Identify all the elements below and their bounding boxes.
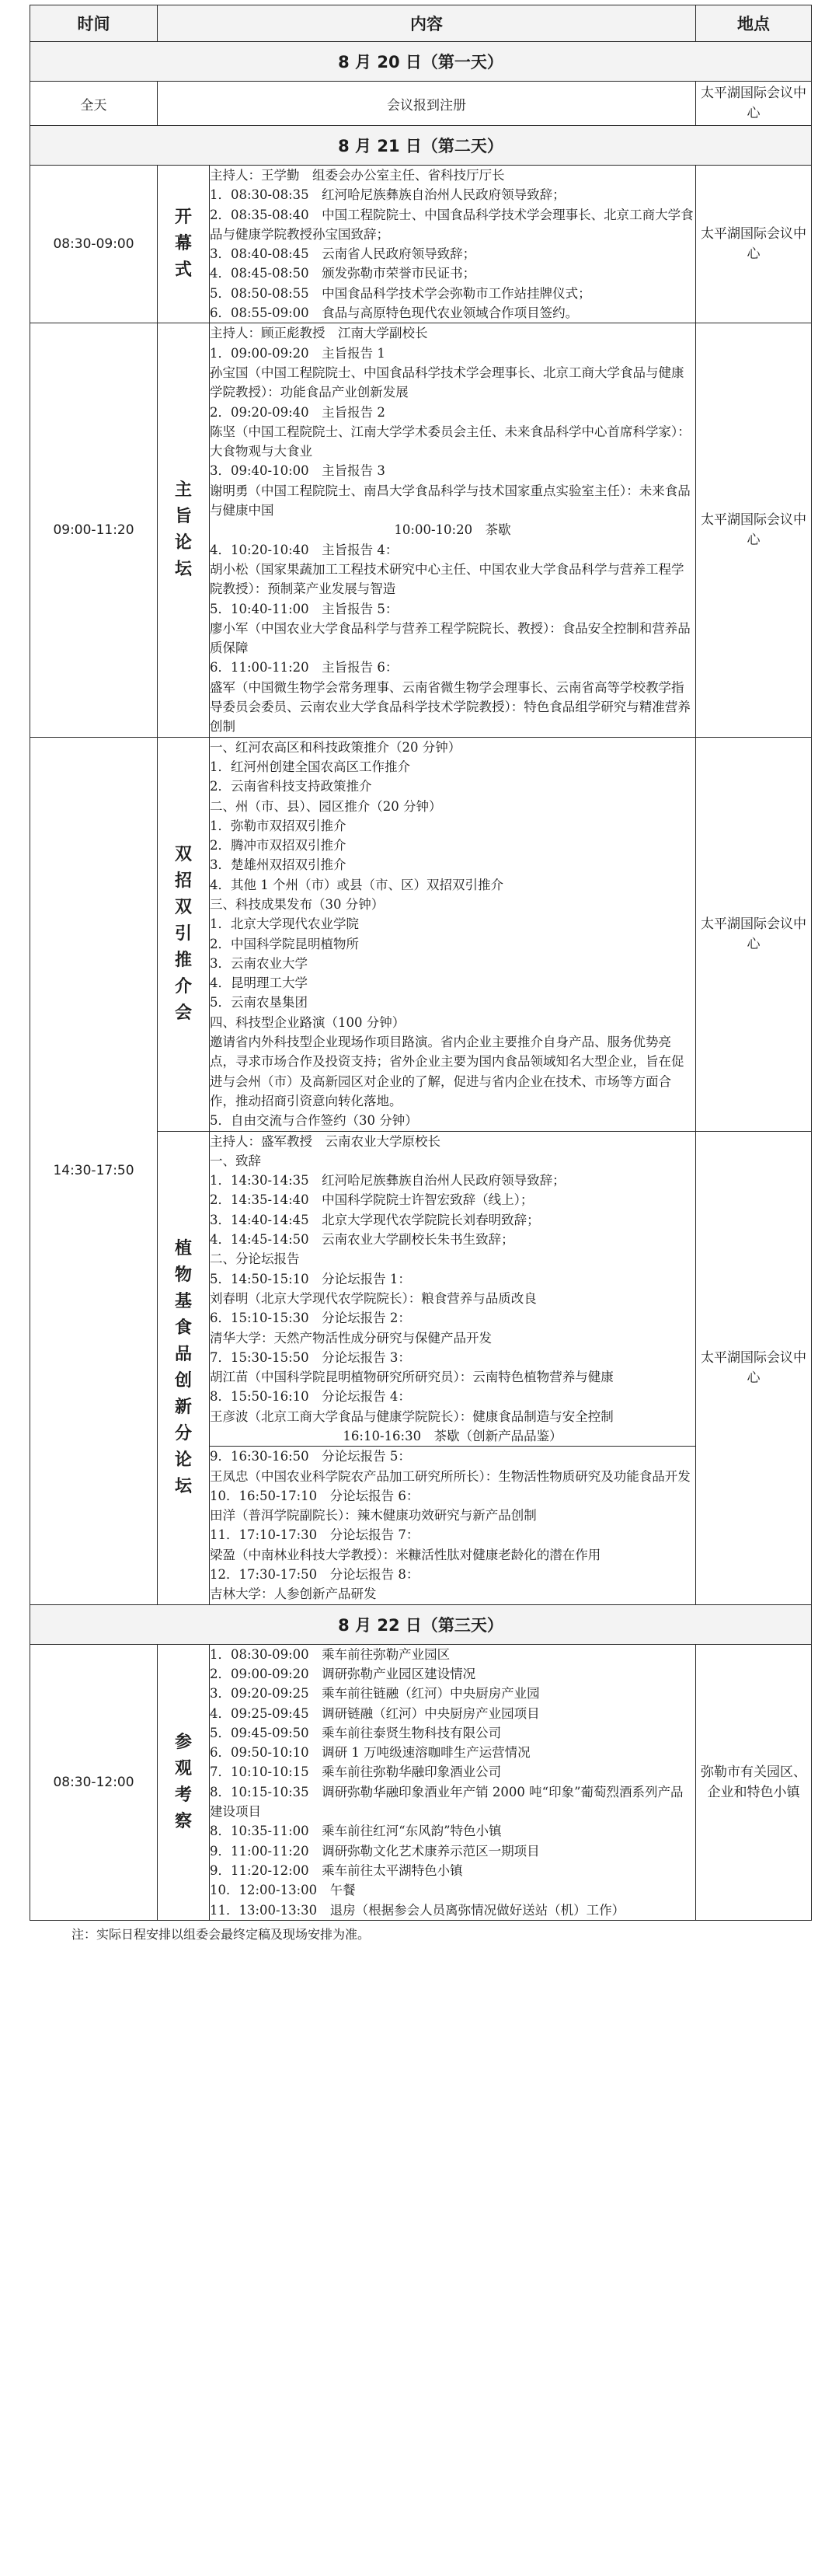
schedule-line: 4．14:45-14:50 云南农业大学副校长朱书生致辞；	[210, 1232, 514, 1248]
schedule-line: 9．11:20-12:00 乘车前往太平湖特色小镇	[210, 1862, 463, 1878]
schedule-line: 2．腾冲市双招双引推介	[210, 838, 346, 853]
day2-title: 8 月 21 日（第二天）	[30, 126, 812, 166]
schedule-line: 3．云南农业大学	[210, 955, 308, 971]
schedule-line: 16:10-16:30 茶歇（创新产品品鉴）	[343, 1429, 562, 1443]
schedule-line: 6．09:50-10:10 调研 1 万吨级速溶咖啡生产运营情况	[210, 1745, 531, 1761]
schedule-line: 田洋（普洱学院副院长）：辣木健康功效研究与新产品创制	[210, 1508, 537, 1524]
schedule-line: 2．08:35-08:40 中国工程院院士、中国食品科学技术学会理事长、北京工商大学食品与健康学院教授孙宝国致辞；	[210, 207, 694, 242]
schedule-line: 4．09:25-09:45 调研链融（红河）中央厨房产业园项目	[210, 1705, 540, 1721]
schedule-line: 一、致辞	[210, 1153, 261, 1168]
day1-time: 全天	[30, 82, 158, 126]
day-row	[30, 42, 812, 82]
schedule-line: 10:00-10:20 茶歇	[394, 522, 511, 538]
schedule-line: 3．14:40-14:45 北京大学现代农学院院长刘春明致辞；	[210, 1212, 540, 1227]
day3-title: 8 月 22 日（第三天）	[30, 1604, 812, 1644]
schedule-line: 5．云南农垦集团	[210, 995, 308, 1011]
shuangzhao-content	[210, 737, 696, 1131]
schedule-line: 10．16:50-17:10 分论坛报告 6：	[210, 1488, 420, 1503]
schedule-line: 1．09:00-09:20 主旨报告 1	[210, 345, 385, 361]
schedule-line: 孙宝国（中国工程院院士、中国食品科学技术学会理事长、北京工商大学食品与健康学院教授）：功能食品产业创新发展	[210, 365, 684, 400]
schedule-line: 梁盈（中南林业科技大学教授）：米糠活性肽对健康老龄化的潜在作用	[210, 1547, 601, 1562]
shuangzhao-row	[30, 737, 812, 1131]
schedule-line: 4．其他 1 个州（市）或县（市、区）双招双引推介	[210, 877, 503, 892]
schedule-line: 王彦波（北京工商大学食品与健康学院院长）：健康食品制造与安全控制	[210, 1408, 614, 1424]
plant-venue: 太平湖国际会议中心	[696, 1131, 812, 1604]
schedule-line: 3．09:40-10:00 主旨报告 3	[210, 463, 385, 479]
schedule-line: 3．09:20-09:25 乘车前往链融（红河）中央厨房产业园	[210, 1686, 540, 1702]
day-row	[30, 126, 812, 166]
schedule-line: 2．云南省科技支持政策推介	[210, 779, 372, 794]
schedule-line: 5．自由交流与合作签约（30 分钟）	[210, 1113, 418, 1129]
schedule-line: 王凤忠（中国农业科学院农产品加工研究所所长）：生物活性物质研究及功能食品开发	[210, 1468, 691, 1484]
plant-session-name: 植物基食品创新分论坛	[158, 1131, 210, 1604]
schedule-line: 5．09:45-09:50 乘车前往泰贤生物科技有限公司	[210, 1725, 502, 1740]
opening-session-name: 开幕式	[158, 166, 210, 323]
schedule-line: 陈坚（中国工程院院士、江南大学学术委员会主任、未来食品科学中心首席科学家）：大食物观与大食业	[210, 424, 691, 459]
schedule-line: 6．08:55-09:00 食品与高原特色现代农业领域合作项目签约。	[210, 305, 579, 321]
schedule-line: 2．14:35-14:40 中国科学院院士许智宏致辞（线上）；	[210, 1192, 534, 1208]
schedule-line: 2．09:00-09:20 调研弥勒产业园区建设情况	[210, 1666, 476, 1681]
schedule-line: 12．17:30-17:50 分论坛报告 8：	[210, 1567, 420, 1583]
schedule-line: 主持人：顾正彪教授 江南大学副校长	[210, 326, 428, 341]
keynote-time: 09:00-11:20	[30, 323, 158, 737]
schedule-line: 四、科技型企业路演（100 分钟）	[210, 1014, 406, 1030]
day1-content: 会议报到注册	[158, 82, 696, 126]
day1-venue: 太平湖国际会议中心	[696, 82, 812, 126]
schedule-line: 吉林大学：人参创新产品研发	[210, 1586, 377, 1602]
schedule-line: 4．08:45-08:50 颁发弥勒市荣誉市民证书；	[210, 266, 476, 281]
visit-time: 08:30-12:00	[30, 1644, 158, 1920]
schedule-line: 二、分论坛报告	[210, 1251, 300, 1267]
keynote-venue: 太平湖国际会议中心	[696, 323, 812, 737]
schedule-line: 谢明勇（中国工程院院士、南昌大学食品科学与技术国家重点实验室主任）：未来食品与健康中国	[210, 483, 691, 518]
schedule-document	[30, 5, 811, 1944]
schedule-line: 7．15:30-15:50 分论坛报告 3：	[210, 1349, 411, 1365]
schedule-line: 盛军（中国微生物学会常务理事、云南省微生物学会理事长、云南省高等学校教学指导委员会委员、云南农业大学食品科学技术学院教授）：特色食品组学研究与精准营养创制	[210, 679, 691, 735]
schedule-line: 3．08:40-08:45 云南省人民政府领导致辞；	[210, 246, 476, 262]
schedule-line: 1．14:30-14:35 红河哈尼族彝族自治州人民政府领导致辞；	[210, 1173, 566, 1189]
plant-content-2	[210, 1447, 696, 1604]
schedule-line: 2．09:20-09:40 主旨报告 2	[210, 404, 385, 420]
visit-row	[30, 1644, 812, 1920]
schedule-line: 清华大学：天然产物活性成分研究与保健产品开发	[210, 1330, 492, 1346]
schedule-line: 11．17:10-17:30 分论坛报告 7：	[210, 1527, 420, 1543]
footnote: 注：实际日程安排以组委会最终定稿及现场安排为准。	[71, 1926, 371, 1942]
shuangzhao-session-name: 双招双引推介会	[158, 737, 210, 1131]
schedule-line: 6．11:00-11:20 主旨报告 6：	[210, 660, 399, 675]
afternoon-time: 14:30-17:50	[30, 737, 158, 1604]
plant-content	[210, 1131, 696, 1447]
schedule-line: 1．08:30-08:35 红河哈尼族彝族自治州人民政府领导致辞；	[210, 187, 566, 203]
schedule-line: 胡江苗（中国科学院昆明植物研究所研究员）：云南特色植物营养与健康	[210, 1370, 614, 1385]
opening-content	[210, 166, 696, 323]
schedule-line: 9．16:30-16:50 分论坛报告 5：	[210, 1449, 411, 1464]
header-venue: 地点	[696, 5, 812, 42]
schedule-line: 1．08:30-09:00 乘车前往弥勒产业园区	[210, 1646, 451, 1662]
schedule-line: 7．10:10-10:15 乘车前往弥勒华融印象酒业公司	[210, 1764, 502, 1780]
schedule-table	[30, 5, 812, 1921]
schedule-line: 8．10:35-11:00 乘车前往红河“东风韵”特色小镇	[210, 1824, 502, 1839]
schedule-line: 1．红河州创建全国农高区工作推介	[210, 759, 410, 774]
schedule-line: 4．昆明理工大学	[210, 976, 308, 991]
header-content: 内容	[158, 5, 696, 42]
opening-time: 08:30-09:00	[30, 166, 158, 323]
schedule-line: 10．12:00-13:00 午餐	[210, 1883, 356, 1898]
header-row	[30, 5, 812, 42]
keynote-session-name: 主旨论坛	[158, 323, 210, 737]
schedule-line: 一、红河农高区和科技政策推介（20 分钟）	[210, 739, 461, 755]
opening-row	[30, 166, 812, 323]
schedule-line: 邀请省内外科技型企业现场作项目路演。省内企业主要推介自身产品、服务优势亮点，寻求市场合作及投资支持；省外企业主要为国内食品领域知名大型企业，旨在促进与会州（市）及高新园区对企业的了解，促进与省内企业在技术、市场等方面合作，推动招商引资意向转化落地。	[210, 1035, 684, 1108]
visit-venue: 弥勒市有关园区、企业和特色小镇	[696, 1644, 812, 1920]
day1-row	[30, 82, 812, 126]
schedule-line: 8．15:50-16:10 分论坛报告 4：	[210, 1389, 411, 1405]
schedule-line: 1．弥勒市双招双引推介	[210, 818, 346, 833]
shuangzhao-venue: 太平湖国际会议中心	[696, 737, 812, 1131]
opening-venue: 太平湖国际会议中心	[696, 166, 812, 323]
schedule-line: 8．10:15-10:35 调研弥勒华融印象酒业年产销 2000 吨“印象”葡萄烈酒系列产品建设项目	[210, 1784, 684, 1820]
keynote-content	[210, 323, 696, 737]
keynote-row	[30, 323, 812, 737]
schedule-line: 5．14:50-15:10 分论坛报告 1：	[210, 1271, 411, 1286]
schedule-line: 三、科技成果发布（30 分钟）	[210, 896, 385, 912]
schedule-line: 主持人：王学勤 组委会办公室主任、省科技厅厅长	[210, 168, 505, 183]
schedule-line: 5．10:40-11:00 主旨报告 5：	[210, 601, 399, 616]
header-time: 时间	[30, 5, 158, 42]
schedule-line: 4．10:20-10:40 主旨报告 4：	[210, 542, 399, 557]
schedule-line: 9．11:00-11:20 调研弥勒文化艺术康养示范区一期项目	[210, 1843, 540, 1859]
schedule-line: 1．北京大学现代农业学院	[210, 916, 359, 932]
visit-content	[210, 1644, 696, 1920]
schedule-line: 胡小松（国家果蔬加工工程技术研究中心主任、中国农业大学食品科学与营养工程学院教授）：预制菜产业发展与智造	[210, 561, 684, 597]
schedule-line: 6．15:10-15:30 分论坛报告 2：	[210, 1311, 411, 1326]
schedule-line: 2．中国科学院昆明植物所	[210, 936, 359, 951]
visit-session-name: 参观考察	[158, 1644, 210, 1920]
day1-title: 8 月 20 日（第一天）	[30, 42, 812, 82]
schedule-line: 刘春明（北京大学现代农学院院长）：粮食营养与品质改良	[210, 1290, 537, 1306]
schedule-line: 11．13:00-13:30 退房（根据参会人员离弥情况做好送站（机）工作）	[210, 1902, 625, 1918]
day-row	[30, 1604, 812, 1644]
schedule-line: 廖小军（中国农业大学食品科学与营养工程学院院长、教授）：食品安全控制和营养品质保障	[210, 620, 691, 656]
schedule-line: 主持人：盛军教授 云南农业大学原校长	[210, 1133, 440, 1149]
schedule-line: 5．08:50-08:55 中国食品科学技术学会弥勒市工作站挂牌仪式；	[210, 285, 591, 301]
schedule-line: 3．楚雄州双招双引推介	[210, 857, 346, 873]
schedule-line: 二、州（市、县）、园区推介（20 分钟）	[210, 798, 442, 814]
